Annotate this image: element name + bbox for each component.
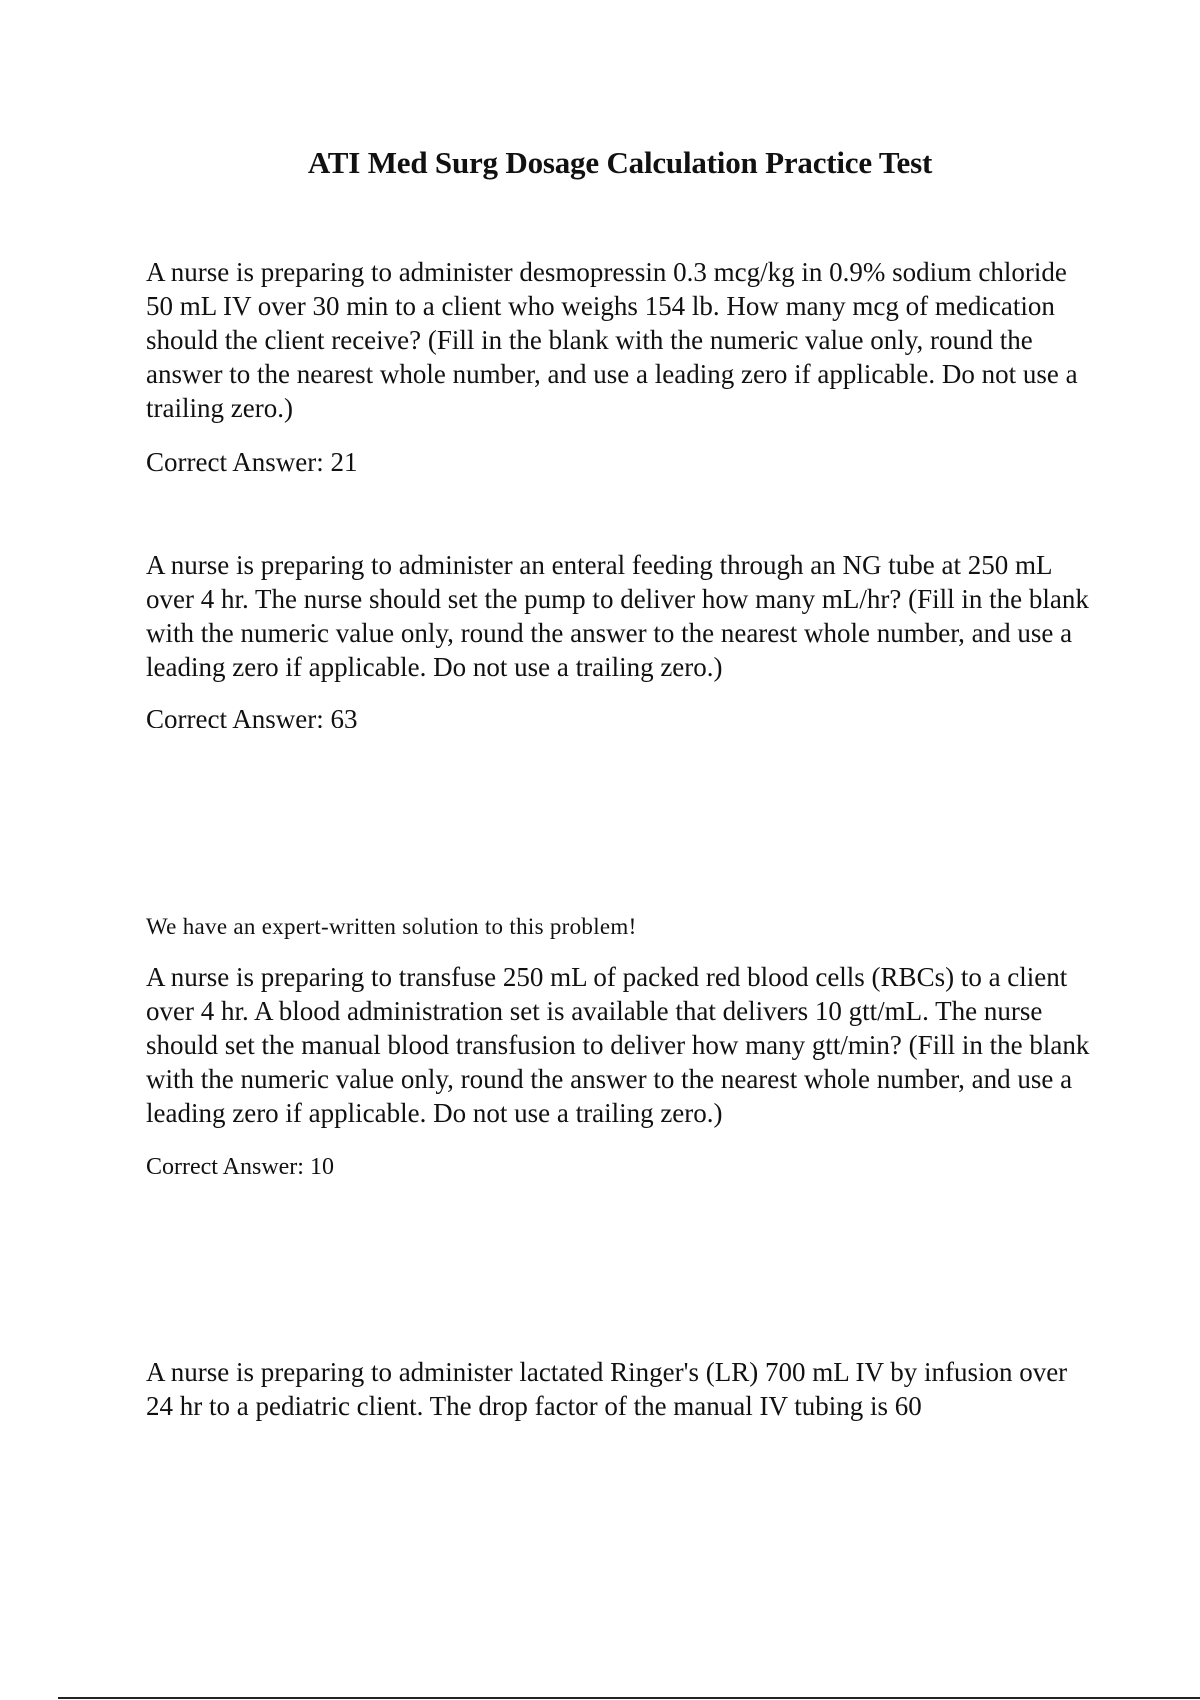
question-3-text: A nurse is preparing to transfuse 250 mL of packed red blood cells (RBCs) to a client over 4 hr. A blood administration set is available that delivers 10 gtt/mL. The nurse should set the manual blood transfusion to deliver how many gtt/min? (Fill in the blank with the numeric value only, round the answer to the nearest whole number, and use a leading zero if applicable. Do not use a trailing zero.) (146, 962, 1090, 1128)
question-1-text: A nurse is preparing to administer desmopressin 0.3 mcg/kg in 0.9% sodium chloride 50 mL IV over 30 min to a client who weighs 154 lb. How many mcg of medication should the client receive? (Fill in the blank with the numeric value only, round the answer to the nearest whole number, and use a leading zero if applicable. Do not use a trailing zero.) (146, 257, 1078, 423)
question-2-text: A nurse is preparing to administer an enteral feeding through an NG tube at 250 mL over 4 hr. The nurse should set the pump to deliver how many mL/hr? (Fill in the blank with the numeric value only, round the answer to the nearest whole number, and use a leading zero if applicable. Do not use a trailing zero.) (146, 550, 1089, 682)
page-divider (58, 1697, 1200, 1699)
question-2-answer: Correct Answer: 63 (146, 704, 358, 728)
question-3-answer: Correct Answer: 10 (146, 1154, 334, 1180)
expert-solution-banner[interactable]: We have an expert-written solution to this problem! (146, 914, 637, 939)
question-1-answer: Correct Answer: 21 (146, 447, 358, 477)
question-4-text: A nurse is preparing to administer lactated Ringer's (LR) 700 mL IV by infusion over 24 hr to a pediatric client. The drop factor of the manual IV tubing is 60 (146, 1357, 1068, 1421)
page-title: ATI Med Surg Dosage Calculation Practice Test (307, 145, 933, 180)
